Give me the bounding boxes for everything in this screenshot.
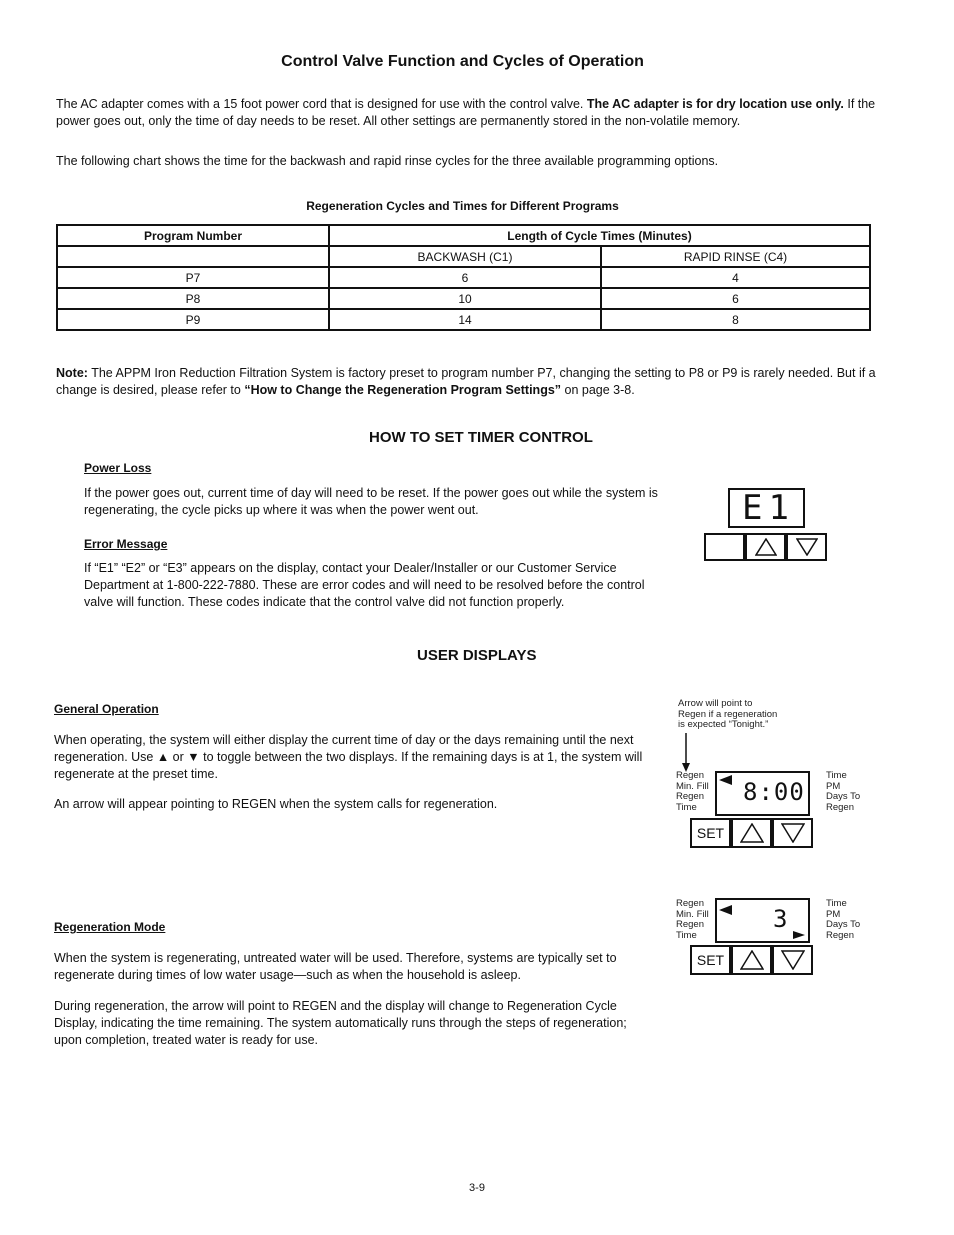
- header-length: Length of Cycle Times (Minutes): [329, 225, 870, 246]
- intro-text-c: If the power goes out, only the time of day needs to be reset. All other settings are permanently stored in the non-volatile memory.: [56, 97, 876, 128]
- display1-right-labels: [826, 771, 860, 813]
- set-button[interactable]: SET: [690, 945, 731, 975]
- error-display: [728, 488, 805, 528]
- power-loss-text: If the power goes out, current time of day will need to be reset. If the power goes out while the system is regenerating, the cycle picks up where it was when the power went out.: [84, 486, 658, 517]
- label-pm: PM: [826, 780, 841, 792]
- regen-arrow-icon: [719, 775, 733, 785]
- triangle-up-icon: [740, 950, 764, 970]
- error-message-title: Error Message: [84, 537, 168, 551]
- label-pm: PM: [826, 908, 841, 920]
- label-min-fill: Min. Fill: [676, 908, 709, 920]
- note-text: The APPM Iron Reduction Filtration System is factory preset to program number P7, changing the setting to P8 or P9 is rarely needed. But if a change is desired, please refer to: [56, 366, 876, 397]
- intro-paragraph: [56, 96, 906, 130]
- regeneration-mode-title: Regeneration Mode: [54, 920, 166, 934]
- regen-days-value: 3: [773, 905, 788, 933]
- error-code: E1: [742, 488, 795, 528]
- time-display: [715, 771, 810, 816]
- user-displays-heading: USER DISPLAYS: [417, 647, 537, 664]
- header-backwash: BACKWASH (C1): [329, 246, 601, 267]
- general-operation-text: When operating, the system will either display the current time of day or the days remaining until the next regeneration. Use ▲ or ▼ to toggle between the two displays. If the remaining days is at 1, the system will regenerate at the preset time.: [54, 733, 643, 781]
- timer-heading: HOW TO SET TIMER CONTROL: [369, 429, 593, 446]
- intro-text-bold: The AC adapter is for dry location use only.: [586, 97, 844, 111]
- down-button[interactable]: [772, 818, 813, 848]
- regen-arrow-icon: [719, 905, 733, 915]
- triangle-down-icon: [781, 823, 805, 843]
- pm-arrow-icon: [793, 931, 805, 939]
- regeneration-mode-text-2: During regeneration, the arrow will point to REGEN and the display will change to Regeneration Cycle Display, indicating the time remaining. The system automatically runs through the steps of regeneration; upon completion, treated water is ready for use.: [54, 999, 627, 1047]
- cell-rinse: 6: [601, 288, 870, 309]
- table-subheader-row: [57, 246, 870, 267]
- header-program: Program Number: [57, 225, 329, 246]
- up-button[interactable]: [731, 818, 772, 848]
- down-button[interactable]: [786, 533, 827, 561]
- regeneration-mode-text: When the system is regenerating, untreated water will be used. Therefore, systems are typically set to regenerate during times of low water usage—such as when the household is asleep.: [54, 951, 617, 982]
- triangle-down-icon: [796, 538, 818, 556]
- note-label: Note:: [56, 366, 88, 380]
- display2-left-labels: [676, 899, 709, 941]
- header-rinse: RAPID RINSE (C4): [601, 246, 870, 267]
- triangle-up-icon: [755, 538, 777, 556]
- table-row: [57, 267, 870, 288]
- note-paragraph: [56, 365, 906, 399]
- cell-program: P7: [57, 267, 329, 288]
- label-time-r: Time: [826, 770, 847, 781]
- up-button[interactable]: [745, 533, 786, 561]
- page-number: 3-9: [469, 1182, 485, 1194]
- label-regen-r: Regen: [826, 801, 854, 813]
- cell-backwash: 14: [329, 309, 601, 330]
- header-empty: [57, 246, 329, 267]
- regeneration-table: [56, 224, 871, 331]
- label-days-to: Days To: [826, 919, 861, 930]
- label-regen: Regen: [676, 770, 704, 781]
- cell-program: P9: [57, 309, 329, 330]
- label-regen-2: Regen: [676, 791, 704, 802]
- label-regen-r: Regen: [826, 929, 854, 941]
- general-operation-title: General Operation: [54, 702, 159, 716]
- power-loss-title: Power Loss: [84, 461, 152, 475]
- arrow-note: Arrow will point to Regen if a regeneration is expected “Tonight.”: [678, 698, 778, 730]
- regen-display: [715, 898, 810, 943]
- intro-paragraph-2: The following chart shows the time for the backwash and rapid rinse cycles for the three available programming options.: [56, 154, 719, 168]
- cell-program: P8: [57, 288, 329, 309]
- label-days-to: Days To: [826, 791, 861, 802]
- error-message-text: If “E1” “E2” or “E3” appears on the display, contact your Dealer/Installer or our Customer Service Department at 1-800-222-7880. These are error codes and will need to be resolved before the control valve will function. These codes indicate that the control valve did not function properly.: [84, 561, 645, 609]
- table-row: [57, 288, 870, 309]
- general-operation-text-2: An arrow will appear pointing to REGEN when the system calls for regeneration.: [54, 797, 498, 811]
- set-button[interactable]: SET: [690, 818, 731, 848]
- note-tail: on page 3-8.: [564, 383, 635, 397]
- cell-backwash: 10: [329, 288, 601, 309]
- page-title: Control Valve Function and Cycles of Operation: [281, 53, 644, 70]
- time-value: 8:00: [743, 778, 805, 806]
- label-time: Time: [676, 929, 697, 941]
- table-row: [57, 309, 870, 330]
- label-time-r: Time: [826, 898, 847, 909]
- cell-rinse: 8: [601, 309, 870, 330]
- label-min-fill: Min. Fill: [676, 780, 709, 792]
- up-button[interactable]: [731, 945, 772, 975]
- down-arrow-icon: [680, 733, 692, 773]
- cell-backwash: 6: [329, 267, 601, 288]
- table-caption: Regeneration Cycles and Times for Different Programs: [306, 199, 619, 213]
- label-time: Time: [676, 801, 697, 813]
- note-reference: “How to Change the Regeneration Program Settings”: [244, 383, 562, 397]
- intro-text-a: The AC adapter comes with a 15 foot power cord that is designed for use with the control valve.: [56, 97, 584, 111]
- label-regen-2: Regen: [676, 919, 704, 930]
- display2-right-labels: [826, 899, 860, 941]
- display1-left-labels: [676, 771, 709, 813]
- triangle-up-icon: [740, 823, 764, 843]
- blank-button[interactable]: [704, 533, 745, 561]
- label-regen: Regen: [676, 898, 704, 909]
- down-button[interactable]: [772, 945, 813, 975]
- cell-rinse: 4: [601, 267, 870, 288]
- table-header-row: [57, 225, 870, 246]
- triangle-down-icon: [781, 950, 805, 970]
